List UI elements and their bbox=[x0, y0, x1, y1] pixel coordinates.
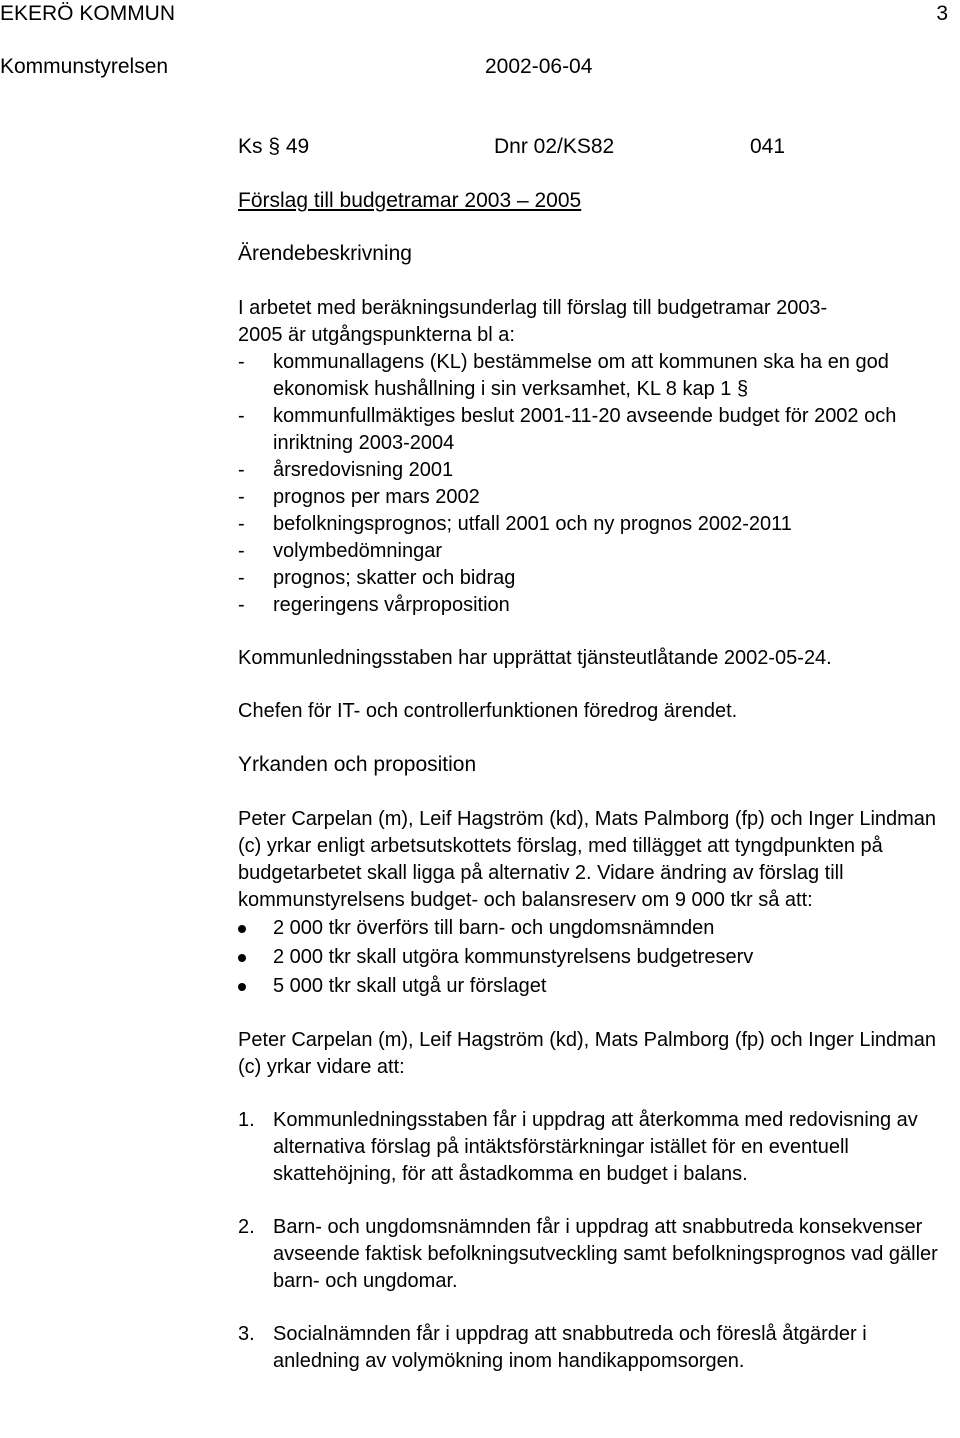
list-item: - prognos; skatter och bidrag bbox=[238, 567, 516, 589]
presenter-statement: Chefen för IT- och controllerfunktionen föredrog ärendet. bbox=[238, 700, 738, 722]
list-item: 5 000 tkr skall utgå ur förslaget bbox=[238, 972, 938, 1001]
list-item: - kommunallagens (KL) bestämmelse om att kommunen ska ha en god ekonomisk hushållning i sin verksamhet, KL 8 kap 1 § bbox=[238, 351, 889, 400]
case-reference-row bbox=[238, 133, 938, 161]
committee-name: Kommunstyrelsen bbox=[0, 55, 169, 78]
case-title: Förslag till budgetramar 2003 – 2005 bbox=[238, 189, 582, 212]
proposition-paragraph-1: Peter Carpelan (m), Leif Hagström (kd), Mats Palmborg (fp) och Inger Lindman (c) yrkar enligt arbetsutskottets förslag, med tillägget att tyngdpunkten på budgetarbetet skall ligga på alternativ 2. Vidare ändring av förslag till kommunstyrelsens budget- och balansreserv om 9 000 tkr så att: bbox=[238, 808, 937, 911]
list-item: - årsredovisning 2001 bbox=[238, 459, 454, 481]
case-paragraph-number: Ks § 49 bbox=[238, 135, 310, 158]
bullet-icon bbox=[238, 925, 246, 933]
list-item: - prognos per mars 2002 bbox=[238, 486, 480, 508]
description-heading: Ärendebeskrivning bbox=[238, 242, 412, 265]
list-item: - volymbedömningar bbox=[238, 540, 442, 562]
proposal-numbered-list bbox=[238, 1107, 938, 1375]
list-item: 2 000 tkr överförs till barn- och ungdomsnämnden bbox=[238, 914, 938, 943]
allocation-bullets bbox=[238, 914, 938, 1001]
proposition-heading: Yrkanden och proposition bbox=[238, 753, 477, 776]
page-header-top bbox=[0, 1, 948, 27]
list-item: 2. Barn- och ungdomsnämnden får i uppdrag att snabbutreda konsekvenser avseende faktisk befolkningsutveckling samt befolkningsprognos vad gäller barn- och ungdomar. bbox=[238, 1216, 938, 1292]
list-item: 2 000 tkr skall utgöra kommunstyrelsens budgetreserv bbox=[238, 943, 938, 972]
page-number: 3 bbox=[936, 2, 948, 25]
staff-statement: Kommunledningsstaben har upprättat tjänsteutlåtande 2002-05-24. bbox=[238, 647, 832, 669]
bullet-icon bbox=[238, 954, 246, 962]
list-item: - regeringens vårproposition bbox=[238, 594, 510, 616]
basis-list bbox=[238, 349, 938, 619]
case-code: 041 bbox=[750, 135, 786, 158]
case-diary-number: Dnr 02/KS82 bbox=[494, 135, 615, 158]
list-item: 1. Kommunledningsstaben får i uppdrag att återkomma med redovisning av alternativa förslag på intäktsförstärkningar istället för en eventuell skattehöjning, för att åstadkomma en budget i balans. bbox=[238, 1109, 918, 1185]
municipality-name: EKERÖ KOMMUN bbox=[0, 2, 176, 25]
proposition-paragraph-2: Peter Carpelan (m), Leif Hagström (kd), Mats Palmborg (fp) och Inger Lindman (c) yrkar vidare att: bbox=[238, 1029, 937, 1078]
page-header-meta bbox=[0, 54, 948, 80]
bullet-icon bbox=[238, 983, 246, 991]
list-item: - befolkningsprognos; utfall 2001 och ny prognos 2002-2011 bbox=[238, 513, 792, 535]
meeting-date: 2002-06-04 bbox=[485, 55, 593, 78]
description-intro: I arbetet med beräkningsunderlag till förslag till budgetramar 2003-2005 är utgångspunkterna bl a: bbox=[238, 297, 828, 346]
list-item: 3. Socialnämnden får i uppdrag att snabbutreda och föreslå åtgärder i anledning av volymökning inom handikappomsorgen. bbox=[238, 1323, 867, 1372]
document-body bbox=[238, 133, 938, 1375]
list-item: - kommunfullmäktiges beslut 2001-11-20 avseende budget för 2002 och inriktning 2003-2004 bbox=[238, 405, 897, 454]
